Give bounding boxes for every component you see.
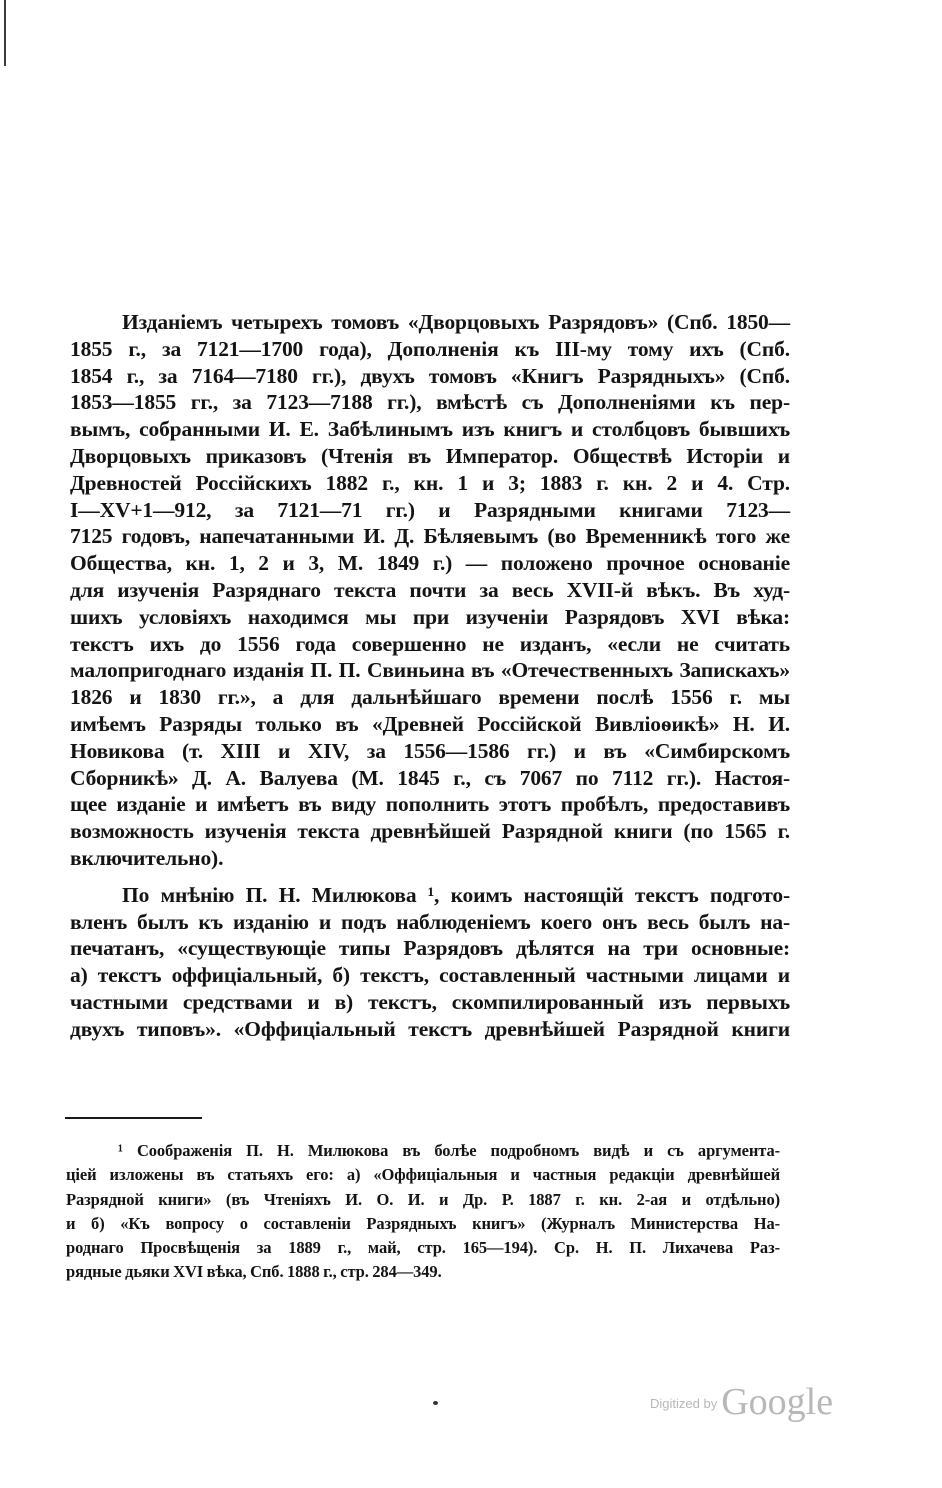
text-line: Сборникѣ» Д. А. Валуева (М. 1845 г., съ 7067 по 7112 гг.). Настоя- [70, 765, 790, 790]
text-line: 1826 и 1830 гг.», а для дальнѣйшаго времени послѣ 1556 г. мы [70, 685, 790, 710]
ink-speck [433, 1401, 438, 1405]
text-line: I—XV+1—912, за 7121—71 гг.) и Разрядными книгами 7123— [70, 497, 790, 522]
watermark-brand: Google [721, 1381, 834, 1423]
text-line: для изученія Разряднаго текста почти за весь XVII-й вѣкъ. Въ худ- [70, 577, 790, 602]
text-line: возможность изученія текста древнѣйшей Разрядной книги (по 1565 г. [70, 819, 790, 844]
footnote-line: Разрядной книги» (въ Чтеніяхъ И. О. И. и Др. Р. 1887 г. кн. 2-ая и отдѣльно) [66, 1189, 780, 1209]
watermark-prefix: Digitized by [650, 1396, 718, 1411]
text-line: Дворцовыхъ приказовъ (Чтенія въ Император. Обществѣ Исторіи и [70, 443, 790, 468]
text-line: печатанъ, «существующіе типы Разрядовъ дѣлятся на три основные: [70, 936, 790, 961]
text-line: а) текстъ оффиціальный, б) текстъ, составленный частными лицами и [70, 963, 790, 988]
footnote [66, 1139, 780, 1285]
footnote-line: ціей изложены въ статьяхъ его: а) «Оффиціальныя и частныя редакціи древнѣйшей [66, 1165, 780, 1185]
footnote-line: роднаго Просвѣщенія за 1889 г., май, стр. 165—194). Ср. Н. П. Лихачева Раз- [66, 1238, 780, 1258]
text-line: текстъ ихъ до 1556 года совершенно не изданъ, «если не считать [70, 631, 790, 656]
text-line: двухъ типовъ». «Оффиціальный текстъ древнѣйшей Разрядной книги [70, 1016, 790, 1041]
text-line: 1854 г., за 7164—7180 гг.), двухъ томовъ «Книгъ Разрядныхъ» (Спб. [70, 363, 790, 388]
text-line: включительно). [70, 845, 224, 870]
text-line: 1853—1855 гг., за 7123—7188 гг.), вмѣстѣ съ Дополненіями къ пер- [70, 390, 790, 415]
text-line: Древностей Россійскихъ 1882 г., кн. 1 и 3; 1883 г. кн. 2 и 4. Стр. [70, 470, 790, 495]
scan-edge-line [4, 0, 6, 66]
footnote-line: и б) «Къ вопросу о составленіи Разрядныхъ книгъ» (Журналъ Министерства На- [66, 1213, 780, 1233]
text-line: Изданіемъ четырехъ томовъ «Дворцовыхъ Разрядовъ» (Спб. 1850— [122, 310, 790, 334]
text-line: имѣемъ Разряды только въ «Древней Россійской Вивліоѳикѣ» Н. И. [70, 711, 790, 736]
footnote-line: ¹ Соображенія П. Н. Милюкова въ болѣе подробномъ видѣ и съ аргумента- [118, 1141, 780, 1160]
footnote-line: рядные дьяки XVI вѣка, Спб. 1888 г., стр. 284—349. [66, 1262, 442, 1282]
text-line: По мнѣнію П. Н. Милюкова ¹, коимъ настоящій текстъ подгото- [122, 882, 790, 907]
text-line: вленъ былъ къ изданію и подъ наблюденіемъ коего онъ весь былъ на- [70, 909, 790, 934]
text-line: 1855 г., за 7121—1700 года), Дополненія къ III-му тому ихъ (Спб. [70, 336, 790, 361]
text-line: Новикова (т. XIII и XIV, за 1556—1586 гг.) и въ «Симбирскомъ [70, 738, 790, 763]
digitized-by-watermark [650, 1380, 833, 1424]
main-text [70, 309, 790, 1043]
paragraph-gap [70, 872, 790, 882]
text-line: шихъ условіяхъ находимся мы при изученіи Разрядовъ XVI вѣка: [70, 604, 790, 629]
text-line: малопригоднаго изданія П. П. Свиньина въ «Отечественныхъ Запискахъ» [70, 658, 790, 683]
text-line: Общества, кн. 1, 2 и 3, М. 1849 г.) — положено прочное основаніе [70, 551, 790, 576]
text-line: щее изданіе и имѣетъ въ виду пополнить этотъ пробѣлъ, предоставивъ [70, 792, 790, 817]
text-line: частными средствами и в) текстъ, скомпилированный изъ первыхъ [70, 989, 790, 1014]
footnote-rule [65, 1117, 202, 1119]
text-line: вымъ, собранными И. Е. Забѣлинымъ изъ книгъ и столбцовъ бывшихъ [70, 417, 790, 442]
text-line: 7125 годовъ, напечатанными И. Д. Бѣляевымъ (во Временникѣ того же [70, 524, 790, 549]
